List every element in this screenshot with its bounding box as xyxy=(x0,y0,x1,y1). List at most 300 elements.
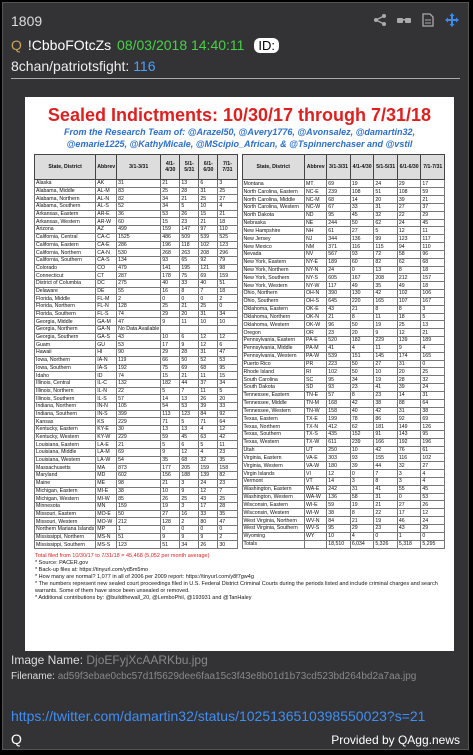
table-cell: TN-E xyxy=(305,391,327,399)
table-cell: 192 xyxy=(397,438,421,446)
table-cell: 64 xyxy=(421,399,445,407)
table-cell: 65 xyxy=(180,256,199,264)
table-row xyxy=(35,180,238,188)
table-cell: Mississippi, Southern xyxy=(35,541,96,549)
table-cell: 128 xyxy=(117,303,161,311)
table-cell: 24 xyxy=(421,384,445,392)
table-cell: 99 xyxy=(374,235,398,243)
table-cell: 21 xyxy=(327,313,351,321)
table-cell: 159 xyxy=(117,502,161,510)
table-cell: 520 xyxy=(327,337,351,345)
table-cell: 0 xyxy=(199,295,218,303)
table-cell: 25 xyxy=(199,303,218,311)
table-cell: NE xyxy=(305,219,327,227)
table-cell: Puerto Rico xyxy=(242,360,305,368)
table-cell: 60 xyxy=(350,258,374,266)
table-cell: ME xyxy=(96,479,117,487)
table-cell: AL-S xyxy=(96,203,117,211)
image-notes xyxy=(25,549,454,606)
table-cell: 20 xyxy=(218,395,237,403)
table-cell: 116 xyxy=(350,243,374,251)
table-cell: 79 xyxy=(218,256,237,264)
table-header: 7/1-7/31 xyxy=(218,155,237,180)
table-cell: 66 xyxy=(161,356,180,364)
table-cell: 42 xyxy=(350,399,374,407)
table-cell: 74 xyxy=(117,310,161,318)
table-cell: 24 xyxy=(421,517,445,525)
table-cell: 121 xyxy=(199,264,218,272)
table-cell: 92 xyxy=(218,410,237,418)
table-cell: 45 xyxy=(421,485,445,493)
table-header: 3/1-3/31 xyxy=(117,155,161,180)
table-cell: MO-E xyxy=(96,510,117,518)
table-cell: Wisconsin, Western xyxy=(242,509,305,517)
table-cell: North Dakota xyxy=(242,211,305,219)
table-row xyxy=(35,349,238,357)
table-cell: 46 xyxy=(397,517,421,525)
post-count-link[interactable]: 116 xyxy=(133,58,156,74)
board-name[interactable]: 8chan/patriotsfight: xyxy=(11,58,130,74)
table-cell: Washington, Western xyxy=(242,493,305,501)
table-cell: 69 xyxy=(421,415,445,423)
table-cell: 95 xyxy=(327,524,351,532)
table-cell: VT xyxy=(305,477,327,485)
table-cell: 645 xyxy=(327,297,351,305)
table-cell: Wyoming xyxy=(242,532,305,540)
table-header: Abbrev xyxy=(305,155,327,180)
table-cell: New York, Northern xyxy=(242,266,305,274)
table-cell: 37 xyxy=(199,379,218,387)
table-row xyxy=(35,402,238,410)
table-cell: 10 xyxy=(218,318,237,326)
image-name-line xyxy=(11,653,208,667)
table-cell: 0 xyxy=(374,532,398,540)
id-badge[interactable]: ID: xyxy=(254,38,279,53)
table-row xyxy=(35,256,238,264)
table-cell: 123 xyxy=(218,241,237,249)
table-cell: 22 xyxy=(397,211,421,219)
table-cell: 21 xyxy=(421,329,445,337)
table-cell: 10 xyxy=(161,333,180,341)
table-cell: 83 xyxy=(117,187,161,195)
table-cell: Tennessee, Middle xyxy=(242,399,305,407)
table-row xyxy=(242,509,445,517)
table-cell: New York, Eastern xyxy=(242,258,305,266)
table-cell: 51 xyxy=(374,188,398,196)
table-cell: 26 xyxy=(199,395,218,403)
table-cell: 5 xyxy=(161,441,180,449)
q-signature: Q xyxy=(11,731,22,747)
table-cell: GA-M xyxy=(96,318,117,326)
table-cell: 14 xyxy=(397,391,421,399)
table-cell: 530 xyxy=(117,249,161,257)
table-cell: 52 xyxy=(117,203,161,211)
table-cell: 25 xyxy=(397,321,421,329)
table-cell: 29 xyxy=(161,310,180,318)
table-row xyxy=(35,441,238,449)
table-cell: 93 xyxy=(350,454,374,462)
table-cell: 4 xyxy=(350,344,374,352)
table-cell: 17 xyxy=(199,502,218,510)
table-row xyxy=(35,303,238,311)
table-cell: 123 xyxy=(180,410,199,418)
table-cell: 0 xyxy=(161,525,180,533)
table-cell: Delaware xyxy=(35,287,96,295)
table-cell: 31 xyxy=(421,391,445,399)
table-cell: 123 xyxy=(117,541,161,549)
table-cell: 539 xyxy=(199,233,218,241)
table-cell: 250 xyxy=(327,446,351,454)
table-cell: 34 xyxy=(218,379,237,387)
table-cell: 86 xyxy=(374,415,398,423)
table-cell: OH-S xyxy=(305,297,327,305)
note-item: * The numbers represent new sealed court proceedings filed in U.S. Federal District Criminal Courts during the periods listed and include criminal charges and search warrants. Some of them have since been unsealed or removed. xyxy=(35,581,438,594)
table-cell: 12 xyxy=(327,470,351,478)
table-cell: Michigan, Eastern xyxy=(35,487,96,495)
table-cell: 4 xyxy=(199,426,218,434)
table-cell: 19 xyxy=(350,180,374,188)
table-cell: 84 xyxy=(199,410,218,418)
table-cell: VI xyxy=(305,470,327,478)
table-cell: TX-N xyxy=(305,423,327,431)
table-cell: 6 xyxy=(180,441,199,449)
table-cell: 62 xyxy=(374,219,398,227)
table-cell: California, Central xyxy=(35,233,96,241)
table-cell: 34 xyxy=(180,541,199,549)
table-cell: 158 xyxy=(327,407,351,415)
image-name-label: Image Name: xyxy=(11,653,84,667)
table-cell: Texas, Southern xyxy=(242,430,305,438)
table-cell: 27 xyxy=(397,203,421,211)
table-cell: GU xyxy=(96,341,117,349)
table-cell: MO-W xyxy=(96,518,117,526)
filename-value[interactable]: ad59f3ebae0cbc57d1f5629dee6faa15c3f43e8b01d1b73cd523bd264bd2a7aa.jpg xyxy=(57,671,417,682)
table-cell: 180 xyxy=(327,462,351,470)
move-icon[interactable] xyxy=(444,13,460,29)
table-cell: OR xyxy=(305,329,327,337)
table-row xyxy=(35,541,238,549)
table-cell: 10 xyxy=(199,318,218,326)
indictment-table-right xyxy=(242,154,446,549)
table-cell: 611 xyxy=(327,438,351,446)
table-cell: 10 xyxy=(161,487,180,495)
table-cell: ND xyxy=(305,211,327,219)
table-cell: 499 xyxy=(117,226,161,234)
table-cell: 22 xyxy=(117,387,161,395)
table-cell: 165 xyxy=(421,352,445,360)
document-icon[interactable] xyxy=(420,13,436,29)
table-cell: 12 xyxy=(218,333,237,341)
table-cell: West Virginia, Northern xyxy=(242,517,305,525)
table-cell: Indiana, Southern xyxy=(35,410,96,418)
post-image[interactable] xyxy=(25,97,454,651)
table-cell: 6,034 xyxy=(350,540,374,548)
table-cell: 2 xyxy=(218,533,237,541)
table-cell: 130 xyxy=(350,290,374,298)
table-cell: 26 xyxy=(180,210,199,218)
table-cell: 40 xyxy=(161,279,180,287)
table-row xyxy=(35,502,238,510)
table-cell: 50 xyxy=(350,368,374,376)
table-cell: 141 xyxy=(161,264,180,272)
table-cell: Nebraska xyxy=(242,219,305,227)
table-cell: 9 xyxy=(161,449,180,457)
table-cell: 19 xyxy=(374,517,398,525)
table-row xyxy=(242,493,445,501)
table-cell: 11 xyxy=(374,344,398,352)
table-cell: 136 xyxy=(327,493,351,501)
table-row xyxy=(242,219,445,227)
table-cell: 27 xyxy=(397,501,421,509)
table-cell: Utah xyxy=(242,446,305,454)
table-cell: 18 xyxy=(218,218,237,226)
table-cell: 69 xyxy=(327,180,351,188)
table-cell: Ohio, Northern xyxy=(242,290,305,298)
table-cell: 30 xyxy=(218,541,237,549)
table-row xyxy=(242,329,445,337)
table-cell: 58 xyxy=(350,493,374,501)
table-row xyxy=(242,250,445,258)
table-cell: 229 xyxy=(374,337,398,345)
table-cell: Alabama, Northern xyxy=(35,195,96,203)
table-row xyxy=(242,243,445,251)
table-row xyxy=(35,203,238,211)
table-cell: Massachusetts xyxy=(35,464,96,472)
note-item: * Additional contributions by: @buildthewall_20, @LemboPhil, @193931 and @TanHaley xyxy=(35,595,252,601)
table-row xyxy=(242,391,445,399)
table-cell: 68 xyxy=(180,456,199,464)
table-cell: 8 xyxy=(180,287,199,295)
table-row xyxy=(35,449,238,457)
table-cell: 119 xyxy=(117,356,161,364)
table-cell: 68 xyxy=(199,364,218,372)
table-row xyxy=(242,321,445,329)
indictment-tables xyxy=(25,150,454,549)
table-cell: 14 xyxy=(161,395,180,403)
table-cell: 78 xyxy=(350,415,374,423)
table-cell: 178 xyxy=(161,272,180,280)
table-cell: NY-E xyxy=(305,258,327,266)
table-cell: 13 xyxy=(161,426,180,434)
table-cell: 93 xyxy=(350,250,374,258)
table-cell: Pennsylvania, Western xyxy=(242,352,305,360)
table-cell: No Data Available xyxy=(118,326,160,333)
table-row xyxy=(242,211,445,219)
table-cell: 95 xyxy=(218,364,237,372)
table-row xyxy=(35,218,238,226)
table-cell: 34 xyxy=(161,203,180,211)
twitter-link[interactable]: https://twitter.com/damartin32/status/1025136510398550023?s=21 xyxy=(11,708,426,724)
table-cell: 42 xyxy=(374,446,398,454)
table-cell: CT xyxy=(96,272,117,280)
table-cell: MS-N xyxy=(96,533,117,541)
table-cell: 27 xyxy=(161,510,180,518)
table-cell: Oklahoma, Western xyxy=(242,321,305,329)
table-cell: 82 xyxy=(218,472,237,480)
table-cell: Indiana, Northern xyxy=(35,402,96,410)
table-cell: South Dakota xyxy=(242,384,305,392)
table-row xyxy=(242,376,445,384)
table-row xyxy=(35,518,238,526)
table-cell: 50 xyxy=(350,219,374,227)
table-cell: RI xyxy=(305,368,327,376)
table-cell: VA-E xyxy=(305,454,327,462)
table-cell: North Carolina, Western xyxy=(242,203,305,211)
table-row xyxy=(35,295,238,303)
table-cell: 8 xyxy=(397,305,421,313)
table-cell xyxy=(218,326,237,334)
table-cell: 14 xyxy=(327,477,351,485)
table-cell: 50 xyxy=(350,321,374,329)
table-cell: 2 xyxy=(218,295,237,303)
table-cell: Maryland xyxy=(35,472,96,480)
table-cell: 47 xyxy=(218,518,237,526)
table-cell: South Carolina xyxy=(242,376,305,384)
table-cell: 182 xyxy=(350,337,374,345)
table-cell: 117 xyxy=(327,282,351,290)
table-cell: 98 xyxy=(117,479,161,487)
table-cell: 29 xyxy=(421,524,445,532)
table-cell: 188 xyxy=(180,472,199,480)
table-cell: 21 xyxy=(180,303,199,311)
table-cell: 25 xyxy=(218,187,237,195)
table-cell: 54 xyxy=(161,402,180,410)
table-cell: 0 xyxy=(397,493,421,501)
table-cell: 7 xyxy=(218,487,237,495)
table-cell: Kansas xyxy=(35,418,96,426)
table-row xyxy=(242,470,445,478)
note-item: * Back-up files at: https://tinyurl.com/yd5m5mo xyxy=(35,567,149,573)
table-cell: 90 xyxy=(117,349,161,357)
table-cell: 128 xyxy=(161,518,180,526)
table-cell: 62 xyxy=(350,423,374,431)
table-row xyxy=(242,282,445,290)
table-cell: 49 xyxy=(397,282,421,290)
table-cell: 31 xyxy=(397,407,421,415)
table-cell: 38 xyxy=(421,407,445,415)
note-item: * How many are normal? 1,077 in all of 2006 per 2009 report: https://tinyurl.com/y8f7gw4g xyxy=(35,574,254,580)
table-cell: California, Southern xyxy=(35,256,96,264)
table-cell: 12 xyxy=(199,333,218,341)
table-row xyxy=(35,195,238,203)
table-row xyxy=(242,415,445,423)
table-cell: 435 xyxy=(327,430,351,438)
table-cell: Iowa, Southern xyxy=(35,364,96,372)
table-cell: 75 xyxy=(161,364,180,372)
table-row xyxy=(35,495,238,503)
table-header: 5/1-5/31 xyxy=(180,155,199,180)
table-cell: 177 xyxy=(161,464,180,472)
table-cell: 11 xyxy=(374,313,398,321)
total-note: Total filed from 10/30/17 to 7/31/18 = 45,468 (5,052 per month average) xyxy=(35,553,210,559)
table-cell: 212 xyxy=(117,518,161,526)
table-cell: IA-N xyxy=(96,356,117,364)
table-row xyxy=(35,426,238,434)
table-cell: NC-E xyxy=(305,188,327,196)
table-cell: 42 xyxy=(374,290,398,298)
table-cell: 45 xyxy=(350,211,374,219)
table-header: 6/1-6/30 xyxy=(199,155,218,180)
table-cell: MT xyxy=(305,180,327,188)
table-cell: 39 xyxy=(397,196,421,204)
table-row xyxy=(35,226,238,234)
table-cell: 242 xyxy=(327,485,351,493)
table-cell: 152 xyxy=(350,430,374,438)
table-cell: 5 xyxy=(180,418,199,426)
table-row xyxy=(35,264,238,272)
table-cell: 21 xyxy=(161,479,180,487)
table-cell: 149 xyxy=(397,423,421,431)
table-cell: 9 xyxy=(374,329,398,337)
table-cell: 25 xyxy=(161,187,180,195)
table-row xyxy=(242,337,445,345)
table-cell: 19 xyxy=(350,501,374,509)
table-cell: Oklahoma, Northern xyxy=(242,313,305,321)
table-cell: 9 xyxy=(199,533,218,541)
table-cell: Virginia, Western xyxy=(242,462,305,470)
table-cell: 0 xyxy=(421,360,445,368)
image-name-value[interactable]: DjoEFyjXcAARKbu.jpg xyxy=(86,653,208,667)
table-cell: 9 xyxy=(397,344,421,352)
table-cell: 174 xyxy=(397,352,421,360)
table-cell: 4 xyxy=(421,344,445,352)
table-header: State, District xyxy=(35,155,96,180)
table-cell: 12 xyxy=(180,449,199,457)
table-cell: 208 xyxy=(374,274,398,282)
table-cell: 54 xyxy=(117,456,161,464)
table-cell: 33 xyxy=(350,203,374,211)
glasses-icon[interactable] xyxy=(396,13,412,29)
table-cell: Texas, Northern xyxy=(242,423,305,431)
table-cell: IN-S xyxy=(96,410,117,418)
share-icon[interactable] xyxy=(372,13,388,29)
table-cell: MD xyxy=(96,472,117,480)
table-cell: 64 xyxy=(218,418,237,426)
table-row xyxy=(242,407,445,415)
table-row xyxy=(35,356,238,364)
table-row xyxy=(35,472,238,480)
table-cell: 38 xyxy=(327,509,351,517)
table-cell: 21 xyxy=(117,441,161,449)
tripcode: !CbboFOtcZs xyxy=(27,37,112,53)
table-cell: 156 xyxy=(161,472,180,480)
table-cell: Alabama, Southern xyxy=(35,203,96,211)
table-cell: 51 xyxy=(218,279,237,287)
table-cell: 8 xyxy=(397,266,421,274)
table-cell: WI-W xyxy=(305,509,327,517)
table-cell: NH xyxy=(305,227,327,235)
table-cell: 239 xyxy=(327,188,351,196)
table-cell: 8 xyxy=(350,509,374,517)
table-cell: 45 xyxy=(180,433,199,441)
table-header: 7/1-7/31 xyxy=(421,155,445,180)
table-cell: 13 xyxy=(180,426,199,434)
table-cell: 55 xyxy=(397,485,421,493)
table-cell: 25 xyxy=(180,495,199,503)
table-cell: 12 xyxy=(199,341,218,349)
table-cell: 35 xyxy=(161,456,180,464)
notes-list xyxy=(35,567,444,602)
table-cell: 21 xyxy=(180,372,199,380)
table-cell: 21 xyxy=(421,196,445,204)
table-cell: 34 xyxy=(218,310,237,318)
table-cell: 43 xyxy=(199,495,218,503)
table-cell: Guam xyxy=(35,341,96,349)
table-cell: 239 xyxy=(350,438,374,446)
table-row xyxy=(35,233,238,241)
table-cell: 139 xyxy=(397,337,421,345)
table-cell: 25 xyxy=(199,195,218,203)
